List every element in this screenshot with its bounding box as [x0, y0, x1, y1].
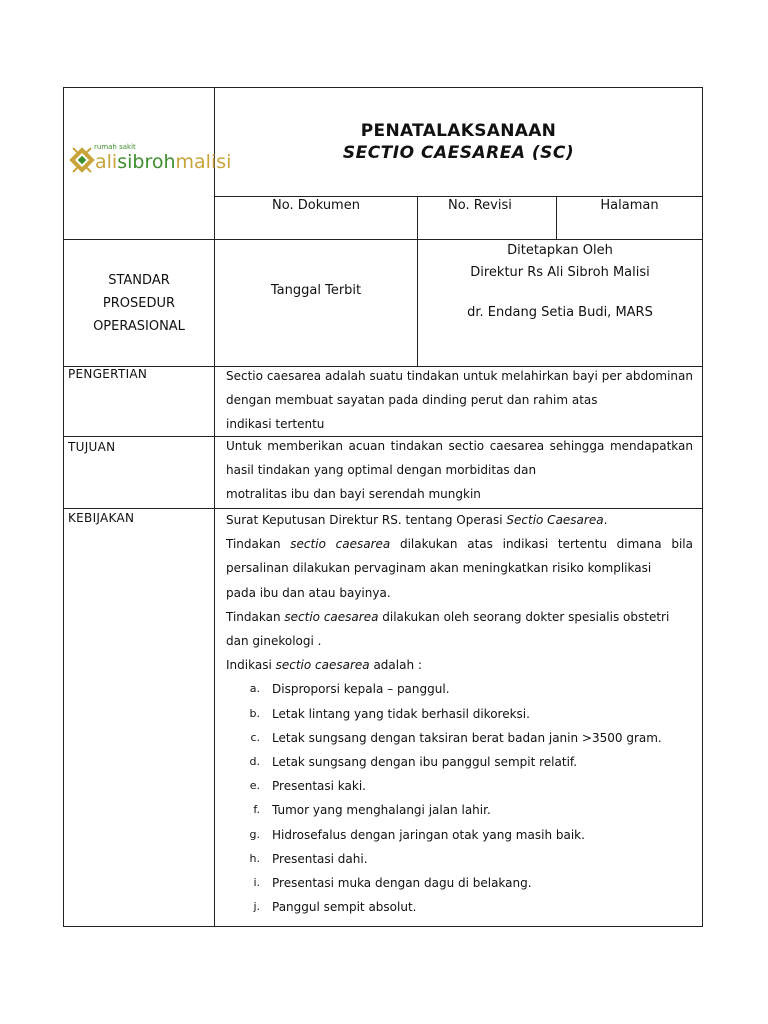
tanggal-terbit: Tanggal Terbit	[270, 282, 362, 298]
kebijakan-label: KEBIJAKAN	[68, 511, 135, 525]
list-item: h. Presentasi dahi.	[249, 851, 368, 866]
list-item: f. Tumor yang menghalangi jalan lahir.	[253, 803, 491, 818]
logo-emblem-icon	[68, 136, 232, 180]
col-no-dokumen: No. Dokumen	[272, 198, 360, 213]
ditetapkan-oleh: Ditetapkan Oleh	[507, 243, 613, 258]
title-line-2: SECTIO CAESAREA (SC)	[342, 143, 575, 163]
sop-label: STANDAR PROSEDUR OPERASIONAL	[93, 272, 185, 334]
list-item: e. Presentasi kaki.	[249, 779, 366, 794]
ditetapkan-block	[418, 240, 702, 366]
list-item: j. Panggul sempit absolut.	[253, 900, 417, 915]
list-item: b. Letak lintang yang tidak berhasil dikoreksi.	[249, 706, 530, 721]
kebijakan-text	[226, 508, 693, 919]
list-item: g. Hidrosefalus dengan jaringan otak yang masih baik.	[249, 827, 585, 842]
logo-wordmark: alisibrohmalisi	[95, 151, 232, 173]
list-item: c. Letak sungsang dengan taksiran berat badan janin >3500 gram.	[250, 730, 662, 745]
list-item: d. Letak sungsang dengan ibu panggul sempit relatif.	[249, 755, 578, 770]
col-halaman: Halaman	[600, 198, 659, 213]
title-line-1: PENATALAKSANAAN	[360, 121, 557, 141]
kebijakan-p4: Indikasi sectio caesarea adalah :	[226, 658, 422, 673]
kebijakan-p1: Surat Keputusan Direktur RS. tentang Operasi Sectio Caesarea.	[226, 513, 608, 527]
col-no-revisi: No. Revisi	[448, 198, 512, 213]
tujuan-label: TUJUAN	[68, 440, 116, 454]
list-item: a. Disproporsi kepala – panggul.	[249, 682, 450, 697]
pengertian-label: PENGERTIAN	[68, 367, 148, 381]
svg-text:rumah sakit: rumah sakit	[94, 143, 136, 151]
kebijakan-p2: Tindakan sectio caesarea dilakukan atas indikasi tertentu dimana bila persalinan dilakukan pervaginam akan meningkatkan risiko komplikasi pada ibu dan atau bayinya.	[226, 537, 693, 600]
hospital-logo	[68, 136, 232, 180]
signatory-name: dr. Endang Setia Budi, MARS	[467, 305, 653, 320]
indikasi-list	[226, 677, 693, 919]
pengertian-text: Sectio caesarea adalah suatu tindakan untuk melahirkan bayi per abdominan dengan membuat sayatan pada dinding perut dan rahim atas indikasi tertentu	[226, 369, 693, 432]
list-item: i. Presentasi muka dengan dagu di belakang.	[253, 876, 532, 891]
direktur-title: Direktur Rs Ali Sibroh Malisi	[470, 265, 650, 280]
kebijakan-p3: Tindakan sectio caesarea dilakukan oleh seorang dokter spesialis obstetri dan ginekologi .	[226, 609, 670, 649]
document-title	[215, 88, 702, 196]
tujuan-text: Untuk memberikan acuan tindakan sectio caesarea sehingga mendapatkan hasil tindakan yang optimal dengan morbiditas dan motralitas ibu dan bayi serendah mungkin	[226, 439, 693, 502]
